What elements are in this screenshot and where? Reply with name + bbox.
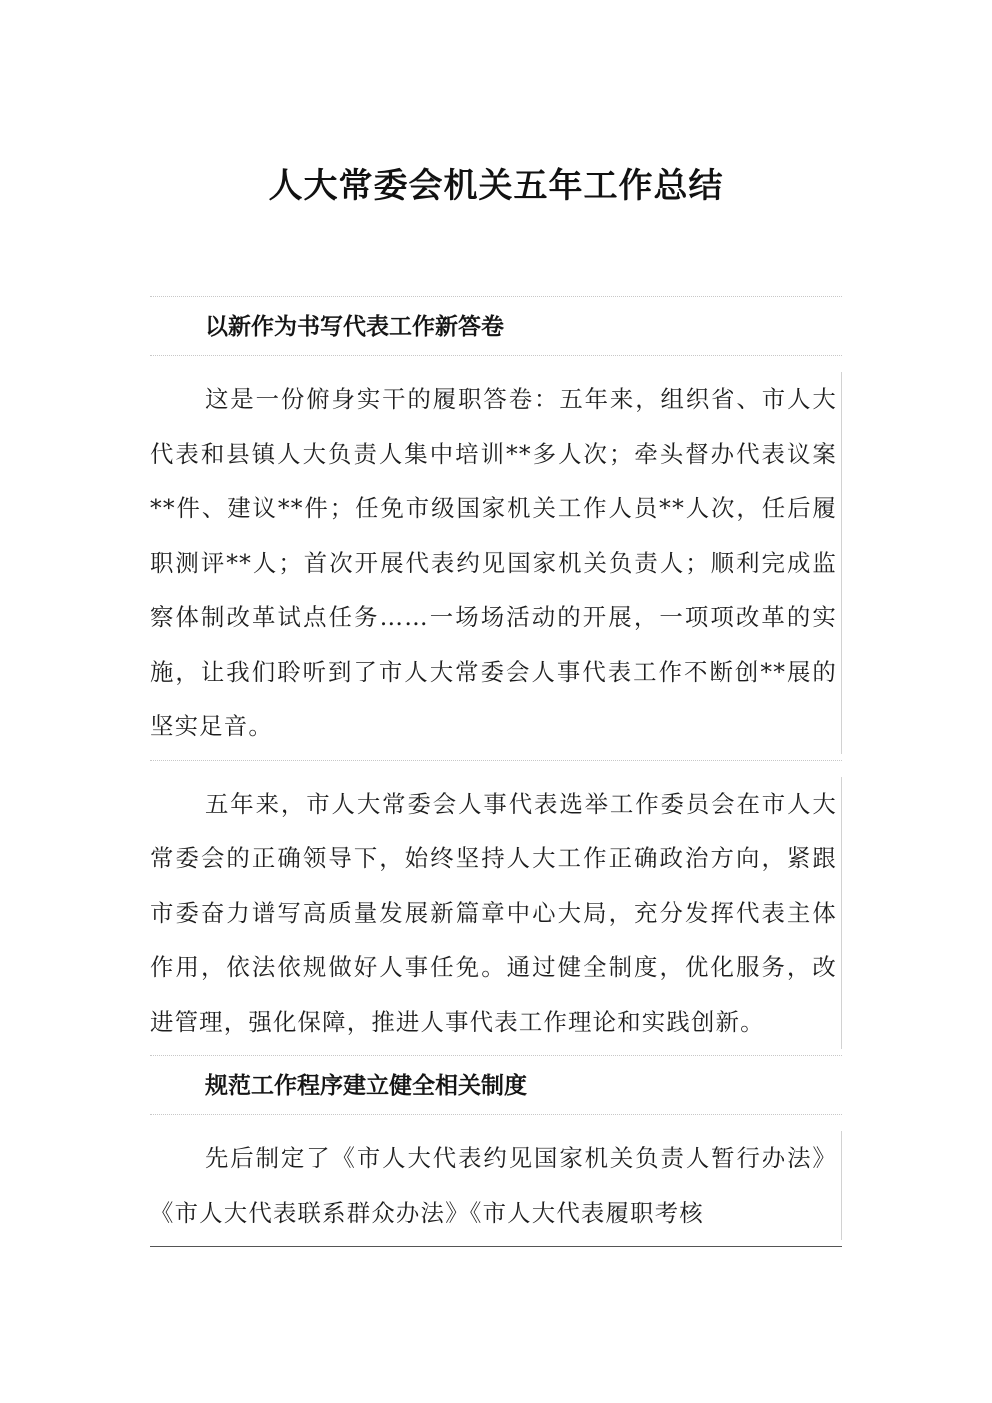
paragraph-1: 这是一份俯身实干的履职答卷：五年来，组织省、市人大代表和县镇人大负责人集中培训**多人次；牵头督办代表议案**件、建议**件；任免市级国家机关工作人员**人次，任后履职测评**人；首次开展代表约见国家机关负责人；顺利完成监察体制改革试点任务……一场场活动的开展，一项项改革的实施，让我们聆听到了市人大常委会人事代表工作不断创**展的坚实足音。 — [150, 372, 842, 754]
document-title: 人大常委会机关五年工作总结 — [268, 166, 724, 206]
section-heading-block — [150, 297, 842, 355]
document-body — [150, 296, 842, 1247]
paragraph-block — [150, 761, 842, 1056]
paragraph-block — [150, 356, 842, 760]
section-heading-1: 以新作为书写代表工作新答卷 — [205, 314, 504, 340]
section-heading-block — [150, 1056, 842, 1114]
paragraph-block — [150, 1115, 842, 1246]
page-bottom-rule — [150, 1246, 842, 1247]
paragraph-3: 先后制定了《市人大代表约见国家机关负责人暂行办法》《市人大代表联系群众办法》《市人大代表履职考核 — [150, 1131, 842, 1240]
section-heading-2: 规范工作程序建立健全相关制度 — [205, 1073, 527, 1099]
paragraph-2: 五年来，市人大常委会人事代表选举工作委员会在市人大常委会的正确领导下，始终坚持人大工作正确政治方向，紧跟市委奋力谱写高质量发展新篇章中心大局，充分发挥代表主体作用，依法依规做好人事任免。通过健全制度，优化服务，改进管理，强化保障，推进人事代表工作理论和实践创新。 — [150, 777, 842, 1050]
